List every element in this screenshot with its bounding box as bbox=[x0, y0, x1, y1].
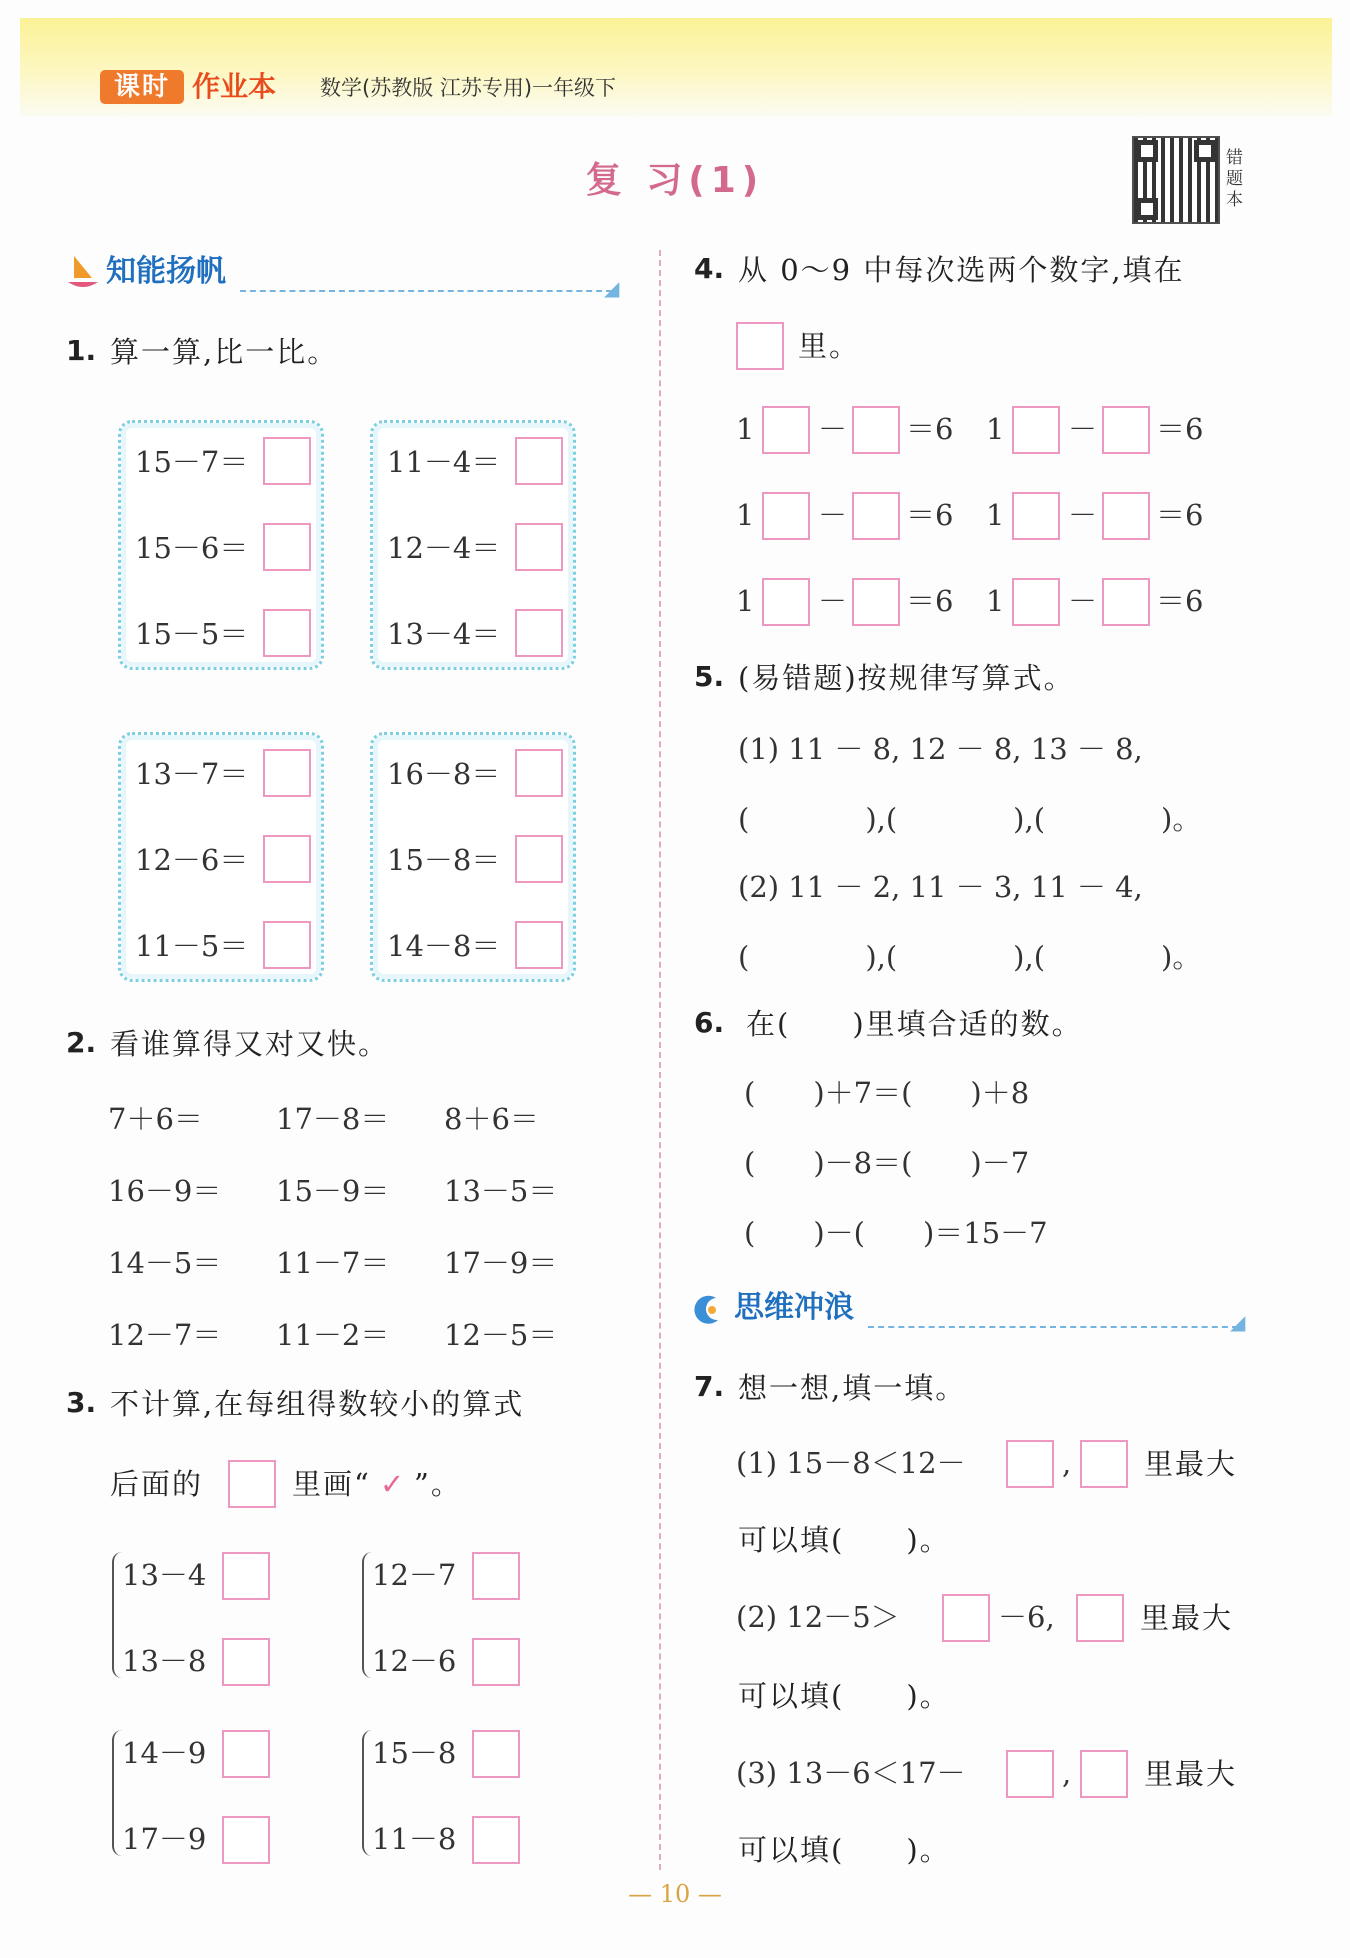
answer-box[interactable] bbox=[515, 609, 563, 657]
expr: 15－7＝ bbox=[135, 445, 249, 479]
q7-max: 里最大 bbox=[1144, 1757, 1238, 1791]
header-subtitle: 数学(苏教版 江苏专用)一年级下 bbox=[320, 76, 617, 100]
minus: － bbox=[1068, 498, 1098, 532]
answer-box[interactable] bbox=[263, 921, 311, 969]
q1-card-2 bbox=[370, 420, 576, 670]
q4-number: 4. bbox=[694, 252, 725, 285]
section-underline bbox=[240, 290, 612, 292]
equals: ＝6 bbox=[906, 412, 954, 446]
answer-box[interactable] bbox=[1102, 406, 1150, 454]
answer-box[interactable] bbox=[263, 609, 311, 657]
minus: － bbox=[818, 412, 848, 446]
expr: 14－8＝ bbox=[387, 929, 501, 963]
equals: ＝6 bbox=[906, 498, 954, 532]
q2-item: 16－9＝ bbox=[108, 1174, 222, 1208]
q2-item: 15－9＝ bbox=[276, 1174, 390, 1208]
q7-part2b: －6, bbox=[998, 1600, 1055, 1634]
logo-zuoyeben: 作业本 bbox=[192, 70, 277, 103]
q7-can: 可以填( )。 bbox=[738, 1833, 951, 1867]
q3-text-2c: ”。 bbox=[414, 1467, 462, 1501]
expr: 12－6＝ bbox=[135, 843, 249, 877]
q5-part2: (2) 11 － 2, 11 － 3, 11 － 4, bbox=[738, 870, 1143, 904]
section-underline bbox=[868, 1326, 1238, 1328]
answer-box[interactable] bbox=[1080, 1440, 1128, 1488]
expr: 11－5＝ bbox=[135, 929, 249, 963]
answer-box[interactable] bbox=[472, 1638, 520, 1686]
q3-text-2b: 里画“ bbox=[292, 1467, 371, 1501]
expr: 13－7＝ bbox=[135, 757, 249, 791]
answer-box[interactable] bbox=[472, 1730, 520, 1778]
q2-item: 11－7＝ bbox=[276, 1246, 390, 1280]
answer-box[interactable] bbox=[472, 1552, 520, 1600]
q7-can: 可以填( )。 bbox=[738, 1679, 951, 1713]
q3-expr: 12－6 bbox=[372, 1644, 457, 1678]
answer-box[interactable] bbox=[1012, 406, 1060, 454]
section-title-siwei: 思维冲浪 bbox=[734, 1290, 854, 1325]
answer-box[interactable] bbox=[263, 523, 311, 571]
expr: 11－4＝ bbox=[387, 445, 501, 479]
q1-number: 1. bbox=[66, 334, 97, 367]
q4-text-line1: 从 0～9 中每次选两个数字,填在 bbox=[738, 253, 1185, 287]
page-number: — 10 — bbox=[628, 1880, 722, 1908]
answer-box[interactable] bbox=[222, 1816, 270, 1864]
q6-text: 在( )里填合适的数。 bbox=[746, 1007, 1083, 1041]
q7-part3: (3) 13－6＜17－ bbox=[736, 1756, 966, 1790]
answer-box[interactable] bbox=[515, 437, 563, 485]
logo-ke: 课时 bbox=[100, 70, 184, 104]
q1-text: 算一算,比一比。 bbox=[110, 335, 339, 369]
expr: 13－4＝ bbox=[387, 617, 501, 651]
check-icon: ✓ bbox=[380, 1467, 407, 1501]
answer-box[interactable] bbox=[942, 1594, 990, 1642]
q1-card-4 bbox=[370, 732, 576, 982]
answer-box[interactable] bbox=[852, 578, 900, 626]
q2-item: 14－5＝ bbox=[108, 1246, 222, 1280]
digit: 1 bbox=[986, 584, 1005, 618]
answer-box[interactable] bbox=[762, 492, 810, 540]
expr: 15－8＝ bbox=[387, 843, 501, 877]
q7-max: 里最大 bbox=[1144, 1447, 1238, 1481]
answer-box[interactable] bbox=[263, 437, 311, 485]
answer-box[interactable] bbox=[515, 523, 563, 571]
q5-part1: (1) 11 － 8, 12 － 8, 13 － 8, bbox=[738, 732, 1143, 766]
q3-expr: 12－7 bbox=[372, 1558, 457, 1592]
answer-box[interactable] bbox=[222, 1638, 270, 1686]
answer-box[interactable] bbox=[762, 578, 810, 626]
answer-box[interactable] bbox=[1080, 1750, 1128, 1798]
q2-item: 17－9＝ bbox=[444, 1246, 558, 1280]
answer-box[interactable] bbox=[515, 921, 563, 969]
answer-box[interactable] bbox=[222, 1730, 270, 1778]
digit: 1 bbox=[736, 584, 755, 618]
q7-text: 想一想,填一填。 bbox=[738, 1371, 967, 1405]
comma: , bbox=[1062, 1756, 1072, 1790]
q2-item: 17－8＝ bbox=[276, 1102, 390, 1136]
q7-number: 7. bbox=[694, 1370, 725, 1403]
page-title: 复 习(1) bbox=[585, 160, 765, 201]
sail-end-icon: ◢ bbox=[604, 276, 620, 300]
answer-box[interactable] bbox=[515, 835, 563, 883]
answer-box[interactable] bbox=[472, 1816, 520, 1864]
q5-number: 5. bbox=[694, 660, 725, 693]
answer-box[interactable] bbox=[1102, 492, 1150, 540]
qr-label: 错题本 bbox=[1226, 148, 1243, 210]
expr: 15－6＝ bbox=[135, 531, 249, 565]
answer-box[interactable] bbox=[852, 492, 900, 540]
section-icon-wave bbox=[690, 1292, 724, 1332]
answer-box[interactable] bbox=[762, 406, 810, 454]
digit: 1 bbox=[736, 412, 755, 446]
answer-box[interactable] bbox=[263, 835, 311, 883]
comma: , bbox=[1062, 1446, 1072, 1480]
section-title-zhineng: 知能扬帆 bbox=[106, 254, 226, 289]
q3-expr: 13－4 bbox=[122, 1558, 207, 1592]
sample-box bbox=[228, 1460, 276, 1508]
q5-text: (易错题)按规律写算式。 bbox=[738, 661, 1075, 695]
q2-item: 11－2＝ bbox=[276, 1318, 390, 1352]
q2-item: 12－5＝ bbox=[444, 1318, 558, 1352]
answer-box[interactable] bbox=[1012, 578, 1060, 626]
equals: ＝6 bbox=[1156, 584, 1204, 618]
digit: 1 bbox=[736, 498, 755, 532]
q2-number: 2. bbox=[66, 1026, 97, 1059]
equals: ＝6 bbox=[906, 584, 954, 618]
minus: － bbox=[1068, 412, 1098, 446]
digit: 1 bbox=[986, 412, 1005, 446]
q3-expr: 17－9 bbox=[122, 1822, 207, 1856]
q1-card-3 bbox=[118, 732, 324, 982]
section-icon-sailboat bbox=[66, 252, 100, 296]
equals: ＝6 bbox=[1156, 498, 1204, 532]
q3-expr: 13－8 bbox=[122, 1644, 207, 1678]
answer-box[interactable] bbox=[263, 749, 311, 797]
answer-box[interactable] bbox=[222, 1552, 270, 1600]
q6-row: ( )＋7＝( )＋8 bbox=[744, 1076, 1030, 1110]
q2-item: 8＋6＝ bbox=[444, 1102, 539, 1136]
minus: － bbox=[818, 584, 848, 618]
q7-part1: (1) 15－8＜12－ bbox=[736, 1446, 966, 1480]
q3-number: 3. bbox=[66, 1386, 97, 1419]
column-divider bbox=[659, 250, 661, 1870]
q6-row: ( )－( )＝15－7 bbox=[744, 1216, 1048, 1250]
expr: 15－5＝ bbox=[135, 617, 249, 651]
q7-can: 可以填( )。 bbox=[738, 1523, 951, 1557]
expr: 12－4＝ bbox=[387, 531, 501, 565]
answer-box[interactable] bbox=[1076, 1594, 1124, 1642]
q3-expr: 14－9 bbox=[122, 1736, 207, 1770]
q3-text-2a: 后面的 bbox=[110, 1467, 204, 1501]
answer-box[interactable] bbox=[515, 749, 563, 797]
q4-text-line2: 里。 bbox=[798, 329, 861, 363]
q7-part2a: (2) 12－5＞ bbox=[736, 1600, 900, 1634]
expr: 16－8＝ bbox=[387, 757, 501, 791]
q3-text-line1: 不计算,在每组得数较小的算式 bbox=[110, 1387, 525, 1421]
answer-box[interactable] bbox=[1006, 1440, 1054, 1488]
digit: 1 bbox=[986, 498, 1005, 532]
q2-item: 12－7＝ bbox=[108, 1318, 222, 1352]
q5-part1-blanks: ( ),( ),( )。 bbox=[738, 802, 1202, 836]
q6-row: ( )－8＝( )－7 bbox=[744, 1146, 1030, 1180]
answer-box[interactable] bbox=[1012, 492, 1060, 540]
q2-text: 看谁算得又对又快。 bbox=[110, 1027, 390, 1061]
equals: ＝6 bbox=[1156, 412, 1204, 446]
q3-expr: 11－8 bbox=[372, 1822, 457, 1856]
answer-box[interactable] bbox=[1006, 1750, 1054, 1798]
q3-expr: 15－8 bbox=[372, 1736, 457, 1770]
q2-item: 13－5＝ bbox=[444, 1174, 558, 1208]
q1-card-1 bbox=[118, 420, 324, 670]
qr-code-icon[interactable] bbox=[1132, 136, 1220, 224]
sample-box bbox=[736, 322, 784, 370]
answer-box[interactable] bbox=[1102, 578, 1150, 626]
wave-end-icon: ◢ bbox=[1230, 1310, 1246, 1334]
q6-number: 6. bbox=[694, 1006, 725, 1039]
q2-item: 7＋6＝ bbox=[108, 1102, 203, 1136]
minus: － bbox=[1068, 584, 1098, 618]
q5-part2-blanks: ( ),( ),( )。 bbox=[738, 940, 1202, 974]
minus: － bbox=[818, 498, 848, 532]
answer-box[interactable] bbox=[852, 406, 900, 454]
q7-max: 里最大 bbox=[1140, 1601, 1234, 1635]
